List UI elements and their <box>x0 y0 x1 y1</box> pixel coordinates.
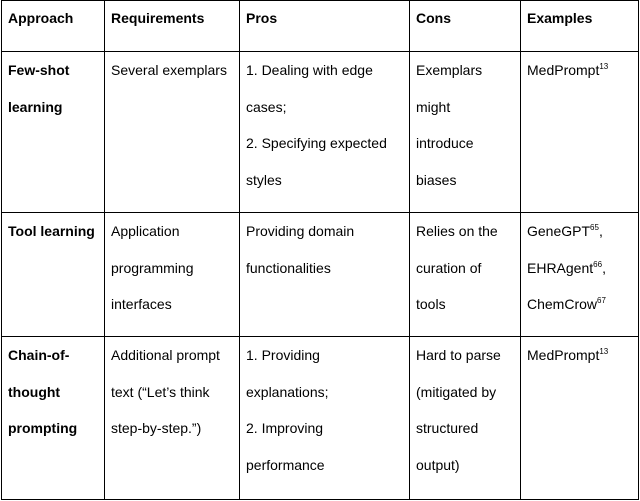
comparison-table <box>1 0 639 500</box>
cell-requirements <box>105 337 240 500</box>
cell-examples <box>521 213 639 337</box>
cell-line: might <box>416 98 451 115</box>
header-cons: Cons <box>410 1 521 52</box>
example-item <box>527 213 632 250</box>
cell-line: structured <box>416 420 479 436</box>
reference-superscript: 66 <box>593 259 603 269</box>
cell-line: Hard to parse <box>416 347 501 363</box>
cell-line: biases <box>416 171 457 188</box>
cell-pros <box>240 337 410 500</box>
cell-line: Tool learning <box>8 223 95 239</box>
cell-line: 1. Dealing with edge <box>246 62 373 78</box>
cell-pros <box>240 213 410 337</box>
cell-line: Providing domain <box>246 223 355 239</box>
cell-line: learning <box>8 98 63 115</box>
cell-line: functionalities <box>246 259 331 276</box>
cell-examples <box>521 52 639 213</box>
reference-superscript: 13 <box>599 347 609 356</box>
header-approach: Approach <box>2 1 105 52</box>
table-row <box>2 52 639 213</box>
cell-line: styles <box>246 171 282 188</box>
header-requirements: Requirements <box>105 1 240 52</box>
cell-line: (mitigated by <box>416 383 497 400</box>
reference-superscript: 13 <box>599 62 609 71</box>
cell-line: Relies on the <box>416 223 498 239</box>
cell-cons <box>410 52 521 213</box>
example-item <box>527 337 632 374</box>
cell-line: Chain-of- <box>8 347 70 363</box>
cell-line: introduce <box>416 135 474 151</box>
cell-line: text (“Let’s think <box>111 383 210 400</box>
reference-superscript: 65 <box>590 223 599 232</box>
cell-line: Exemplars <box>416 62 483 78</box>
cell-line: 2. Specifying expected <box>246 135 387 151</box>
cell-line: tools <box>416 296 446 312</box>
cell-line: Application <box>111 223 180 239</box>
example-name: MedPrompt <box>527 62 600 78</box>
cell-approach <box>2 213 105 337</box>
cell-line: Additional prompt <box>111 347 220 363</box>
example-name: EHRAgent <box>527 259 594 276</box>
cell-line: interfaces <box>111 296 172 312</box>
cell-line: Several exemplars <box>111 62 227 78</box>
example-suffix: , <box>602 259 606 276</box>
example-item <box>527 250 632 287</box>
cell-cons <box>410 213 521 337</box>
cell-line: performance <box>246 456 325 473</box>
cell-line: Few-shot <box>8 62 70 78</box>
cell-line: prompting <box>8 420 78 436</box>
cell-requirements <box>105 52 240 213</box>
table-row <box>2 337 639 500</box>
example-suffix: , <box>598 223 603 239</box>
example-name: MedPrompt <box>527 347 600 363</box>
example-name: GeneGPT <box>527 223 591 239</box>
cell-line: thought <box>8 383 61 400</box>
reference-superscript: 67 <box>597 296 606 305</box>
cell-line: curation of <box>416 259 482 276</box>
cell-line: explanations; <box>246 383 329 400</box>
example-item <box>527 286 632 323</box>
cell-line: cases; <box>246 98 287 115</box>
header-pros: Pros <box>240 1 410 52</box>
example-item <box>527 52 632 89</box>
cell-line: 2. Improving <box>246 420 324 436</box>
cell-approach <box>2 52 105 213</box>
example-name: ChemCrow <box>527 296 598 312</box>
table-row <box>2 213 639 337</box>
cell-approach <box>2 337 105 500</box>
cell-requirements <box>105 213 240 337</box>
cell-pros <box>240 52 410 213</box>
cell-line: programming <box>111 259 194 276</box>
cell-cons <box>410 337 521 500</box>
cell-line: step-by-step.”) <box>111 420 202 436</box>
cell-line: 1. Providing <box>246 347 320 363</box>
header-row <box>2 1 639 52</box>
cell-line: output) <box>416 456 460 473</box>
cell-examples <box>521 337 639 500</box>
header-examples: Examples <box>521 1 639 52</box>
